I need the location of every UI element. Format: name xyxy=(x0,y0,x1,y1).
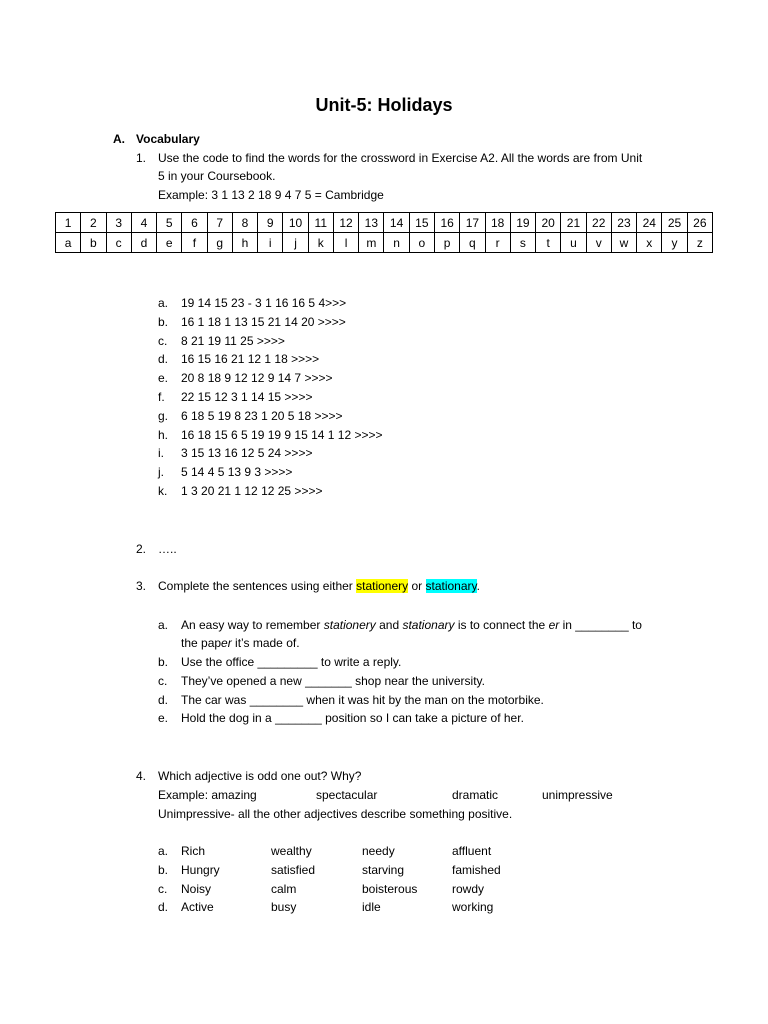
q4-word: Active xyxy=(181,900,214,915)
q1-item-code: 5 14 4 5 13 9 3 >>>> xyxy=(181,465,293,480)
q1-item-label: k. xyxy=(158,484,168,498)
code-letter-cell: r xyxy=(485,233,510,253)
code-number-cell: 3 xyxy=(106,213,131,233)
code-number-cell: 20 xyxy=(536,213,561,233)
q1-item-code: 8 21 19 11 25 >>>> xyxy=(181,333,285,348)
q3-item-sentence: The car was ________ when it was hit by the man on the motorbike. xyxy=(181,692,544,707)
q4-row-label: c. xyxy=(158,881,168,896)
q3a-text: and xyxy=(375,618,403,632)
q1-item-code: 22 15 12 3 1 14 15 >>>> xyxy=(181,390,313,404)
q1-item-label: c. xyxy=(158,333,168,348)
code-letter-cell: u xyxy=(561,233,586,253)
q3-item-label: d. xyxy=(158,692,169,707)
code-number-cell: 4 xyxy=(131,213,156,233)
q4-row-label: d. xyxy=(158,900,169,915)
section-a-title: Vocabulary xyxy=(136,132,200,146)
q3-item-label: c. xyxy=(158,673,168,688)
q3a-italic-stationary: stationary xyxy=(402,618,455,632)
code-number-cell: 14 xyxy=(384,213,409,233)
section-a-label: A. xyxy=(113,132,125,146)
code-letter-cell: z xyxy=(687,233,712,253)
q1-example: Example: 3 1 13 2 18 9 4 7 5 = Cambridge xyxy=(158,188,384,202)
code-letter-cell: p xyxy=(434,233,459,253)
q4-word: wealthy xyxy=(271,844,312,858)
q1-item-label: a. xyxy=(158,296,169,310)
q1-number: 1. xyxy=(136,151,147,165)
code-letter-cell: y xyxy=(662,233,687,253)
code-number-cell: 17 xyxy=(460,213,485,233)
code-number-cell: 12 xyxy=(333,213,358,233)
code-letter-row xyxy=(56,233,713,253)
code-letter-cell: j xyxy=(283,233,308,253)
q4-word: busy xyxy=(271,900,297,915)
q2-number: 2. xyxy=(136,542,147,556)
code-letter-cell: w xyxy=(611,233,636,253)
q3-item-sentence: They’ve opened a new _______ shop near the university. xyxy=(181,673,485,688)
q4-number: 4. xyxy=(136,769,147,783)
code-number-cell: 5 xyxy=(157,213,182,233)
q1-item-code: 19 14 15 23 - 3 1 16 16 5 4>>> xyxy=(181,296,347,310)
q4-example-label: Example: amazing xyxy=(158,788,257,802)
code-letter-cell: a xyxy=(56,233,81,253)
code-number-cell: 25 xyxy=(662,213,687,233)
code-number-cell: 9 xyxy=(258,213,283,233)
q3a-italic-er: er xyxy=(548,618,560,632)
code-letter-cell: f xyxy=(182,233,207,253)
q1-instruction-line2: 5 in your Coursebook. xyxy=(158,169,276,183)
q3a-italic-stationery: stationery xyxy=(323,618,376,632)
q1-item-label: i. xyxy=(158,446,164,461)
code-number-cell: 1 xyxy=(56,213,81,233)
q1-item-label: e. xyxy=(158,371,169,386)
stationery-highlight: stationery xyxy=(356,579,409,593)
q4-example-word: dramatic xyxy=(452,788,499,802)
q4-word: Hungry xyxy=(181,862,220,877)
q3-item-a-line2 xyxy=(181,636,300,650)
q3-mid: or xyxy=(408,579,426,593)
q4-example-word: spectacular xyxy=(316,788,378,802)
q3-item-label: e. xyxy=(158,711,169,726)
q1-item-code: 1 3 20 21 1 12 12 25 >>>> xyxy=(181,484,323,498)
code-number-cell: 24 xyxy=(637,213,662,233)
q4-word: starving xyxy=(362,862,405,877)
code-number-cell: 21 xyxy=(561,213,586,233)
q1-item-code: 16 15 16 21 12 1 18 >>>> xyxy=(181,352,320,367)
q1-item-label: b. xyxy=(158,314,169,329)
q1-item-code: 16 18 15 6 5 19 19 9 15 14 1 12 >>>> xyxy=(181,427,383,442)
q4-word: rowdy xyxy=(452,881,485,896)
code-number-cell: 8 xyxy=(232,213,257,233)
q1-item-code: 20 8 18 9 12 12 9 14 7 >>>> xyxy=(181,371,333,386)
page-title: Unit-5: Holidays xyxy=(315,95,453,115)
code-letter-cell: v xyxy=(586,233,611,253)
q4-word: satisfied xyxy=(271,862,316,877)
stationary-highlight: stationary xyxy=(425,579,477,593)
code-letter-cell: k xyxy=(308,233,333,253)
code-number-cell: 10 xyxy=(283,213,308,233)
q4-word: famished xyxy=(452,862,501,877)
code-number-cell: 16 xyxy=(434,213,459,233)
q1-item-label: d. xyxy=(158,352,169,367)
code-number-row xyxy=(56,213,713,233)
q3a-text: the pap xyxy=(181,636,222,650)
code-number-cell: 26 xyxy=(687,213,712,233)
q3a-text: is to connect the xyxy=(454,618,549,632)
code-letter-cell: e xyxy=(157,233,182,253)
q1-item-label: f. xyxy=(158,390,165,404)
q4-row-label: b. xyxy=(158,862,169,877)
code-letter-cell: c xyxy=(106,233,131,253)
q3a-text: An easy way to remember xyxy=(181,618,324,632)
code-letter-cell: l xyxy=(333,233,358,253)
code-letter-cell: x xyxy=(637,233,662,253)
code-number-cell: 7 xyxy=(207,213,232,233)
code-number-cell: 19 xyxy=(510,213,535,233)
q4-word: affluent xyxy=(452,844,492,858)
q3a-text: in ________ to xyxy=(559,618,642,632)
q3a-text: it’s made of. xyxy=(231,636,300,650)
code-letter-cell: o xyxy=(409,233,434,253)
q4-word: boisterous xyxy=(362,881,418,896)
q1-item-code: 3 15 13 16 12 5 24 >>>> xyxy=(181,446,313,461)
code-letter-cell: t xyxy=(536,233,561,253)
q1-item-code: 6 18 5 19 8 23 1 20 5 18 >>>> xyxy=(181,408,343,423)
q3-item-sentence: Hold the dog in a _______ position so I can take a picture of her. xyxy=(181,711,524,726)
code-number-cell: 22 xyxy=(586,213,611,233)
q1-item-label: h. xyxy=(158,427,169,442)
q4-example-answer: Unimpressive- all the other adjectives describe something positive. xyxy=(158,807,513,821)
code-number-cell: 15 xyxy=(409,213,434,233)
q3a-italic-er: er xyxy=(221,636,232,650)
code-number-cell: 2 xyxy=(81,213,106,233)
q4-word: working xyxy=(452,900,494,915)
code-table xyxy=(55,212,713,253)
q4-word: needy xyxy=(362,844,395,858)
q4-row-label: a. xyxy=(158,844,169,858)
q1-instruction-line1: Use the code to find the words for the crossword in Exercise A2. All the words are from Unit xyxy=(158,151,643,165)
q4-example-word: unimpressive xyxy=(542,788,613,802)
code-letter-cell: b xyxy=(81,233,106,253)
q4-word: Noisy xyxy=(181,881,212,896)
q1-item-label: j. xyxy=(158,465,164,480)
q4-word: calm xyxy=(271,881,297,896)
q4-word: idle xyxy=(362,900,381,915)
code-letter-cell: q xyxy=(460,233,485,253)
q2-text: ….. xyxy=(158,542,177,556)
code-number-cell: 23 xyxy=(611,213,636,233)
code-letter-cell: n xyxy=(384,233,409,253)
q3-prefix: Complete the sentences using either xyxy=(158,579,357,593)
q4-question: Which adjective is odd one out? Why? xyxy=(158,769,362,783)
q3-suffix: . xyxy=(476,579,480,593)
code-letter-cell: d xyxy=(131,233,156,253)
q1-item-code: 16 1 18 1 13 15 21 14 20 >>>> xyxy=(181,314,346,329)
q3-instruction xyxy=(158,579,480,593)
code-letter-cell: i xyxy=(258,233,283,253)
q3-item-label: a. xyxy=(158,618,169,632)
code-number-cell: 11 xyxy=(308,213,333,233)
code-letter-cell: m xyxy=(359,233,384,253)
q4-word: Rich xyxy=(181,844,206,858)
code-letter-cell: h xyxy=(232,233,257,253)
q3-item-a-line1 xyxy=(181,618,642,632)
q3-item-sentence: Use the office _________ to write a reply. xyxy=(181,655,402,669)
q1-item-label: g. xyxy=(158,408,169,423)
code-number-cell: 18 xyxy=(485,213,510,233)
code-number-cell: 13 xyxy=(359,213,384,233)
q3-number: 3. xyxy=(136,579,147,593)
q3-item-label: b. xyxy=(158,655,169,669)
code-letter-cell: s xyxy=(510,233,535,253)
code-letter-cell: g xyxy=(207,233,232,253)
code-number-cell: 6 xyxy=(182,213,207,233)
